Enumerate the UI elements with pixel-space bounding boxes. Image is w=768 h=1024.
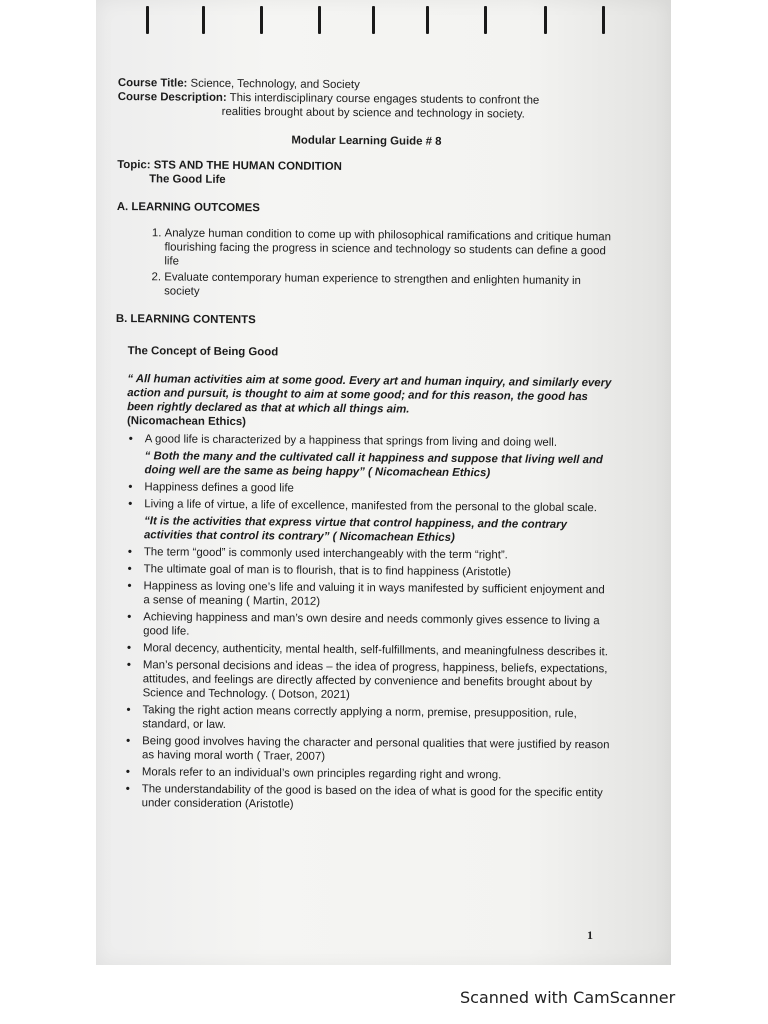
document-content <box>112 76 616 817</box>
list-item: • Moral decency, authenticity, mental health, self-fulfillments, and meaningfulness describes it. <box>127 641 611 659</box>
section-a-heading: A. LEARNING OUTCOMES <box>116 200 260 215</box>
binder-hole-mark <box>318 6 321 34</box>
binder-hole-mark <box>484 6 487 34</box>
scanned-page <box>96 0 671 965</box>
main-quote-source: (Nicomachean Ethics) <box>126 415 247 429</box>
list-item: • Being good involves having the character and personal qualities that were justified by reason as having moral worth ( Traer, 2007) <box>126 734 610 766</box>
list-item: • Achieving happiness and man’s own desire and needs commonly gives essence to living a good life. <box>127 610 611 642</box>
course-title-label: Course Title: <box>117 76 188 90</box>
binder-hole-mark <box>602 6 605 34</box>
list-item: 1. Analyze human condition to come up with philosophical ramifications and critique human flourishing facing the progress in science and technology so students can define a good life <box>164 226 614 272</box>
binder-hole-mark <box>544 6 547 34</box>
camscanner-watermark: Scanned with CamScanner <box>460 988 676 1007</box>
list-item: • The understandability of the good is based on the idea of what is good for the specific entity under consideration (Aristotle) <box>126 782 610 814</box>
list-item: • Man’s personal decisions and ideas – the idea of progress, happiness, beliefs, expectations, attitudes, and feelings are directly affected by convenience and benefits brought about by Science and Technology. ( Dotson, 2021) <box>127 658 611 704</box>
quote: “It is the activities that express virtue that control happiness, and the contrary activities that control its contrary” ( Nicomachean Ethics) <box>143 515 567 544</box>
concept-bullet-list <box>112 432 613 814</box>
quote: “ Both the many and the cultivated call it happiness and suppose that living well and doing well are the same as being happy” ( Nicomachean Ethics) <box>144 450 603 480</box>
topic-label: Topic: <box>117 158 151 172</box>
list-item: • The ultimate goal of man is to flourish, that is to find happiness (Aristotle) <box>128 562 612 580</box>
binder-hole-mark <box>260 6 263 34</box>
learning-outcomes-list <box>116 226 615 302</box>
list-item: • Morals refer to an individual’s own principles regarding right and wrong. <box>126 765 610 783</box>
binder-hole-mark <box>202 6 205 34</box>
list-item: • Living a life of virtue, a life of excellence, manifested from the personal to the global scale. <box>128 497 612 515</box>
section-b-heading: B. LEARNING CONTENTS <box>115 312 256 327</box>
course-description-continued: realities brought about by science and technology in society. <box>221 105 525 121</box>
course-description-text: This interdisciplinary course engages students to confront the <box>229 91 540 107</box>
binder-hole-mark <box>426 6 429 34</box>
guide-title: Modular Learning Guide # 8 <box>291 134 442 148</box>
list-item: • A good life is characterized by a happiness that springs from living and doing well. <box>129 432 613 450</box>
list-item: • Taking the right action means correctly applying a norm, premise, presupposition, rule, standard, or law. <box>126 703 610 735</box>
list-item: • The term “good” is commonly used interchangeably with the term “right”. <box>128 545 612 563</box>
concept-title: The Concept of Being Good <box>127 345 279 359</box>
list-item: 2. Evaluate contemporary human experience to strengthen and enlighten humanity in society <box>164 270 614 302</box>
list-item: • Happiness as loving one’s life and valuing it in ways manifested by sufficient enjoyment and a sense of meaning ( Martin, 2012) <box>127 579 611 611</box>
main-quote-block <box>115 372 613 432</box>
course-title: Science, Technology, and Society <box>190 77 360 92</box>
topic-text: STS AND THE HUMAN CONDITION <box>153 159 342 173</box>
binder-hole-mark <box>372 6 375 34</box>
page-number: 1 <box>587 928 593 942</box>
main-quote: “ All human activities aim at some good. Every art and human inquiry, and similarly every action and pursuit, is thought to aim at some good; and for this reason, the good has been rightly declared as that at which all things aim. <box>127 373 612 416</box>
course-description-label: Course Description: <box>117 90 227 104</box>
list-item: • Happiness defines a good life <box>128 480 612 498</box>
binder-hole-mark <box>146 6 149 34</box>
subtopic: The Good Life <box>149 173 226 186</box>
